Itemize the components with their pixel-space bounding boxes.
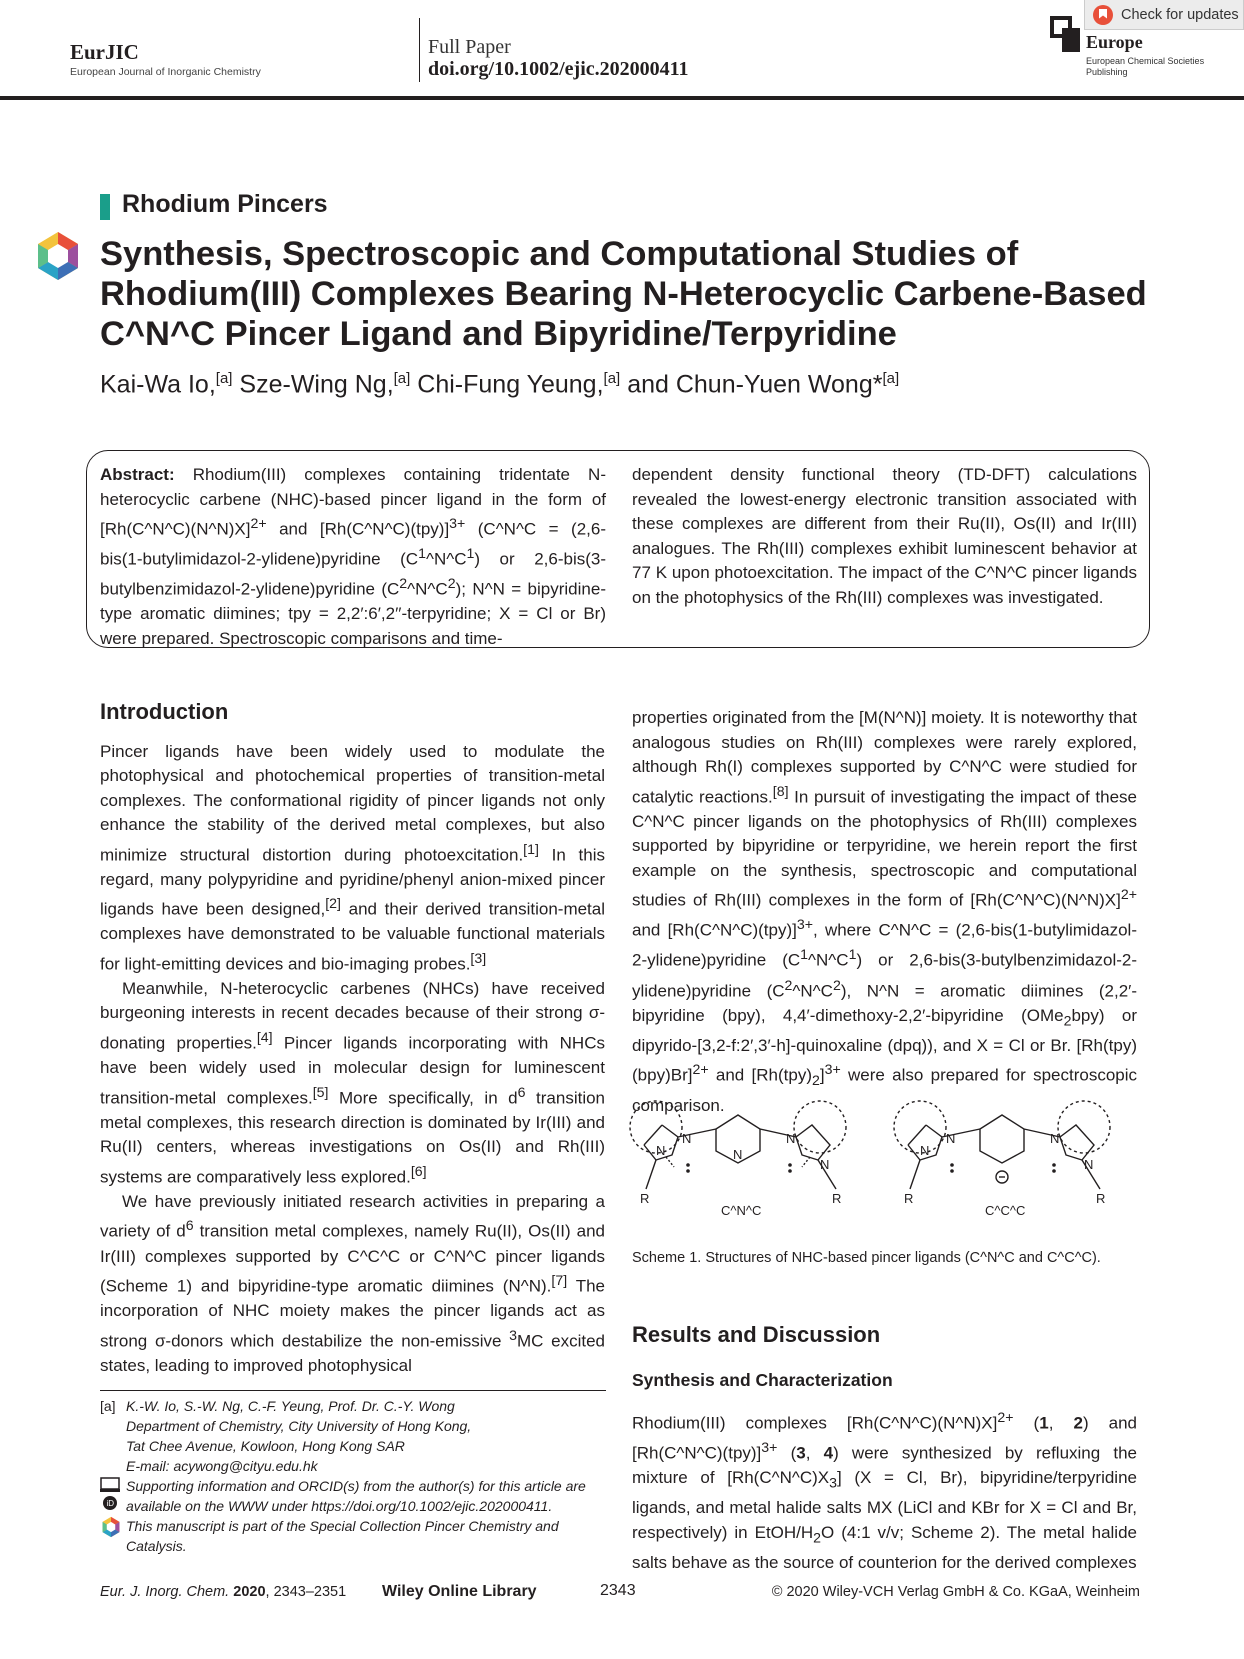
scheme-label-cnc: C^N^C xyxy=(721,1203,762,1218)
atom-label: N xyxy=(733,1147,743,1162)
svg-text:iD: iD xyxy=(106,1499,115,1508)
right-column-intro xyxy=(632,706,1137,1118)
paper-type: Full Paper xyxy=(428,36,511,58)
special-collection-small-icon xyxy=(100,1516,126,1556)
affiliation-authors: K.-W. Io, S.-W. Ng, C.-F. Yeung, Prof. Dr. C.-Y. Wong xyxy=(126,1398,455,1414)
atom-label: R xyxy=(640,1191,650,1206)
atom-label: R xyxy=(1096,1191,1106,1206)
atom-label: N xyxy=(656,1143,666,1158)
author-name[interactable]: Kai-Wa Io, xyxy=(100,370,216,399)
footnote-rule xyxy=(100,1390,606,1391)
affiliation-department: Department of Chemistry, City University of Hong Kong, xyxy=(126,1418,472,1434)
journal-abbreviation: EurJIC xyxy=(70,40,139,64)
results-paragraph-1: Rhodium(III) complexes [Rh(C^N^C)(N^N)X]$^{2+}$ (1, 2) and [Rh(C^N^C)(tpy)]$^{3+}$ (3, 4) were synthesized by refluxing the mixture of $[Rh(C\^{}N\^{}C)X_3] (X = Cl$, Br), bipyridine/terpyridine ligands, and metal halide salts MX (LiCl and KBr for X = Cl and Br, respectively) in EtOH/$H_2O$ (4:1 v/v; Scheme 2). The metal halide salts behave as the source of counterion for the derived complexes xyxy=(632,1410,1138,1572)
citation[interactable]: [8] xyxy=(772,783,789,800)
citation-line: Eur. J. Inorg. Chem. 2020, 2343–2351 xyxy=(100,1584,347,1600)
citation[interactable]: [3] xyxy=(470,950,487,967)
supporting-info-note[interactable]: Supporting information and ORCID(s) from the author(s) for this article are available on the WWW under https://doi.org/10.1002/ejic.202000411. xyxy=(126,1478,586,1514)
copyright: © 2020 Wiley-VCH Verlag GmbH & Co. KGaA, Weinheim xyxy=(771,1584,1140,1600)
footnotes xyxy=(100,1396,610,1556)
article-title: Synthesis, Spectroscopic and Computational Studies of Rhodium(III) Complexes Bearing N-Heterocyclic Carbene-Based C^N^C Pincer Ligand and Bipyridine/Terpyridine xyxy=(100,235,1147,353)
abstract-label: Abstract: xyxy=(100,465,175,484)
scheme-caption: Scheme 1. Structures of NHC-based pincer ligands (C^N^C and C^C^C). xyxy=(632,1250,1101,1266)
atom-label: N xyxy=(1084,1157,1094,1172)
author-name[interactable]: Chi-Fung Yeung, xyxy=(417,370,604,399)
citation[interactable]: [5] xyxy=(312,1084,329,1101)
abstract-right-column: dependent density functional theory (TD-DFT) calculations revealed the lowest-energy electronic transition associated with these complexes are different from their Ru(II), Os(II) and Ir(III) analogues. The Rh(III) complexes exhibit luminescent behavior at 77 K upon photoexcitation. The impact of the C^N^C pincer ligands on the photophysics of the Rh(III) complexes was investigated. xyxy=(632,465,1137,607)
results-section xyxy=(632,1323,1137,1575)
atom-label: N xyxy=(682,1131,692,1146)
ccc-labels xyxy=(904,1131,1105,1218)
results-heading: Results and Discussion xyxy=(632,1322,881,1347)
affiliation-tag: [a] xyxy=(100,1398,116,1414)
header-rule xyxy=(0,96,1244,100)
intro-paragraph-1: Pincer ligands have been widely used to modulate the photophysical and photochemical properties of transition-metal complexes. The conformational rigidity of pincer ligands not only enhance the stability of the derived metal complexes, but also minimize structural distortion during photoexcitation.[1] In this regard, many polypyridine and pyridine/phenyl anion-mixed pincer ligands have been designed,[2] and their derived transition-metal complexes have demonstrated to be valuable functional materials for light-emitting devices and bio-imaging probes.[3] xyxy=(100,741,606,974)
author-name[interactable]: Sze-Wing Ng, xyxy=(239,370,394,399)
affiliation-address: Tat Chee Avenue, Kowloon, Hong Kong SAR xyxy=(126,1438,405,1454)
atom-label: N xyxy=(786,1131,796,1146)
affiliation-mark: [a] xyxy=(603,370,621,387)
scheme-1-structures xyxy=(626,1085,1146,1235)
citation[interactable]: [1] xyxy=(523,841,539,858)
citation[interactable]: [4] xyxy=(256,1029,273,1046)
doi-link[interactable]: doi.org/10.1002/ejic.202000411 xyxy=(428,58,689,80)
intro-paragraph-4: properties originated from the [M(N^N)] moiety. It is noteworthy that analogous studies on Rh(III) complexes were rarely explored, although Rh(I) complexes supported by C^N^C were studied for catalytic reactions.[8] In pursuit of investigating the impact of these C^N^C pincer ligands on the photophysics of Rh(III) complexes supported by bipyridine or terpyridine, we herein report the first example on the synthesis, spectroscopic and computational studies of Rh(III) complexes in the form of [Rh(C^N^C)(N^N)X]$^{2+}$ and [Rh(C^N^C)(tpy)]$^{3+}$, where C^N^C = (2,6-bis(1-butylimidazol-2-ylidene)pyridine $(C^1\^{}N\^{}C^1)$ or 2,6-bis(3-butylbenzimidazol-2-ylidene)pyridine $(C^2\^{}N\^{}C^2)$, N^N = aromatic diimines (2,2′-bipyridine (bpy), 4,4′-dimethoxy-2,2′-bipyridine (OMe$_2$bpy) or dipyrido-[3,2-f:2′,3′-h]-quinoxaline (dpq)), and X = Cl or Br. $[Rh(tpy)(bpy)Br]^{2+}$ and $[Rh(tpy)_2]^{3+}$ were also prepared for spectroscopic comparison. xyxy=(632,708,1138,1115)
citation[interactable]: [6] xyxy=(410,1163,427,1180)
section-marker xyxy=(100,194,110,220)
cnc-labels xyxy=(640,1131,841,1218)
wiley-online-library-link[interactable]: Wiley Online Library xyxy=(382,1583,537,1600)
affiliation-mark: [a] xyxy=(882,370,900,387)
section-label: Rhodium Pincers xyxy=(122,190,328,218)
journal-full-name: European Journal of Inorganic Chemistry xyxy=(70,66,261,78)
citation[interactable]: [7] xyxy=(551,1273,568,1290)
special-collection-icon xyxy=(32,230,84,282)
author-list xyxy=(100,370,899,399)
atom-label: N xyxy=(1050,1131,1060,1146)
abstract-left-column: Abstract: Rhodium(III) complexes containing tridentate N-heterocyclic carbene (NHC)-based pincer ligand in the form of [Rh(C^N^C)(N^N)X]$^{2+}$ and [Rh(C^N^C)(tpy)]$^{3+}$ (C^N^C = (2,6-bis(1-butylimidazol-2-ylidene)pyridine $(C^1\^{}N\^{}C^1)$ or 2,6-bis(3-butylbenzimidazol-2-ylidene)pyridine $(C^2\^{}N\^{}C^2)$; N^N = bipyridine-type aromatic diimines; tpy = 2,2′:6′,2′′-terpyridine; X = Cl or Br) were prepared. Spectroscopic comparisons and time- xyxy=(100,465,606,648)
bookmark-icon xyxy=(1093,5,1113,25)
affiliation-mark: [a] xyxy=(393,370,411,387)
atom-label: N xyxy=(946,1131,956,1146)
author-email[interactable]: E-mail: acywong@cityu.edu.hk xyxy=(126,1458,318,1474)
atom-label: N xyxy=(820,1157,830,1172)
check-for-updates-button[interactable] xyxy=(1084,0,1244,30)
publisher-name: Europe xyxy=(1086,32,1143,52)
affiliation-mark: [a] xyxy=(215,370,233,387)
page-number: 2343 xyxy=(600,1582,636,1599)
atom-label: R xyxy=(832,1191,842,1206)
publisher-subtitle: European Chemical Societies Publishing xyxy=(1086,56,1205,77)
scheme-label-ccc: C^C^C xyxy=(985,1203,1026,1218)
intro-paragraph-3: We have previously initiated research activities in preparing a variety of $d^6$ transition metal complexes, namely Ru(II), Os(II) and Ir(III) complexes supported by C^C^C or C^N^C pincer ligands (Scheme 1) and bipyridine-type aromatic diimines (N^N).[7] The incorporation of NHC moiety makes the pincer ligands act as strong σ-donors which destabilize the non-emissive $^3$MC excited states, leading to improved photophysical xyxy=(100,1191,605,1375)
atom-label: R xyxy=(904,1191,914,1206)
author-name[interactable]: and Chun-Yuen Wong* xyxy=(627,370,883,399)
intro-paragraph-2: Meanwhile, N-heterocyclic carbenes (NHCs) have received burgeoning interests in recent decades because of their strong σ-donating properties.[4] Pincer ligands incorporating with NHCs have been widely used in molecular design for luminescent transition-metal complexes.[5] More specifically, in $d^6$ transition metal complexes, this research direction is dominated by Ir(III) and Ru(II) centers, whereas investigations on Os(II) and Rh(III) systems are comparatively less explored.[6] xyxy=(100,978,605,1187)
supporting-info-icon xyxy=(100,1476,126,1516)
left-column xyxy=(100,700,605,1378)
check-for-updates-label: Check for updates xyxy=(1121,6,1239,23)
introduction-heading: Introduction xyxy=(100,699,229,724)
citation[interactable]: [2] xyxy=(325,896,341,913)
header-divider xyxy=(419,18,420,82)
special-collection-note: This manuscript is part of the Special Collection Pincer Chemistry and Catalysis. xyxy=(126,1518,559,1554)
atom-label: N xyxy=(920,1143,930,1158)
synthesis-subheading: Synthesis and Characterization xyxy=(632,1369,893,1390)
